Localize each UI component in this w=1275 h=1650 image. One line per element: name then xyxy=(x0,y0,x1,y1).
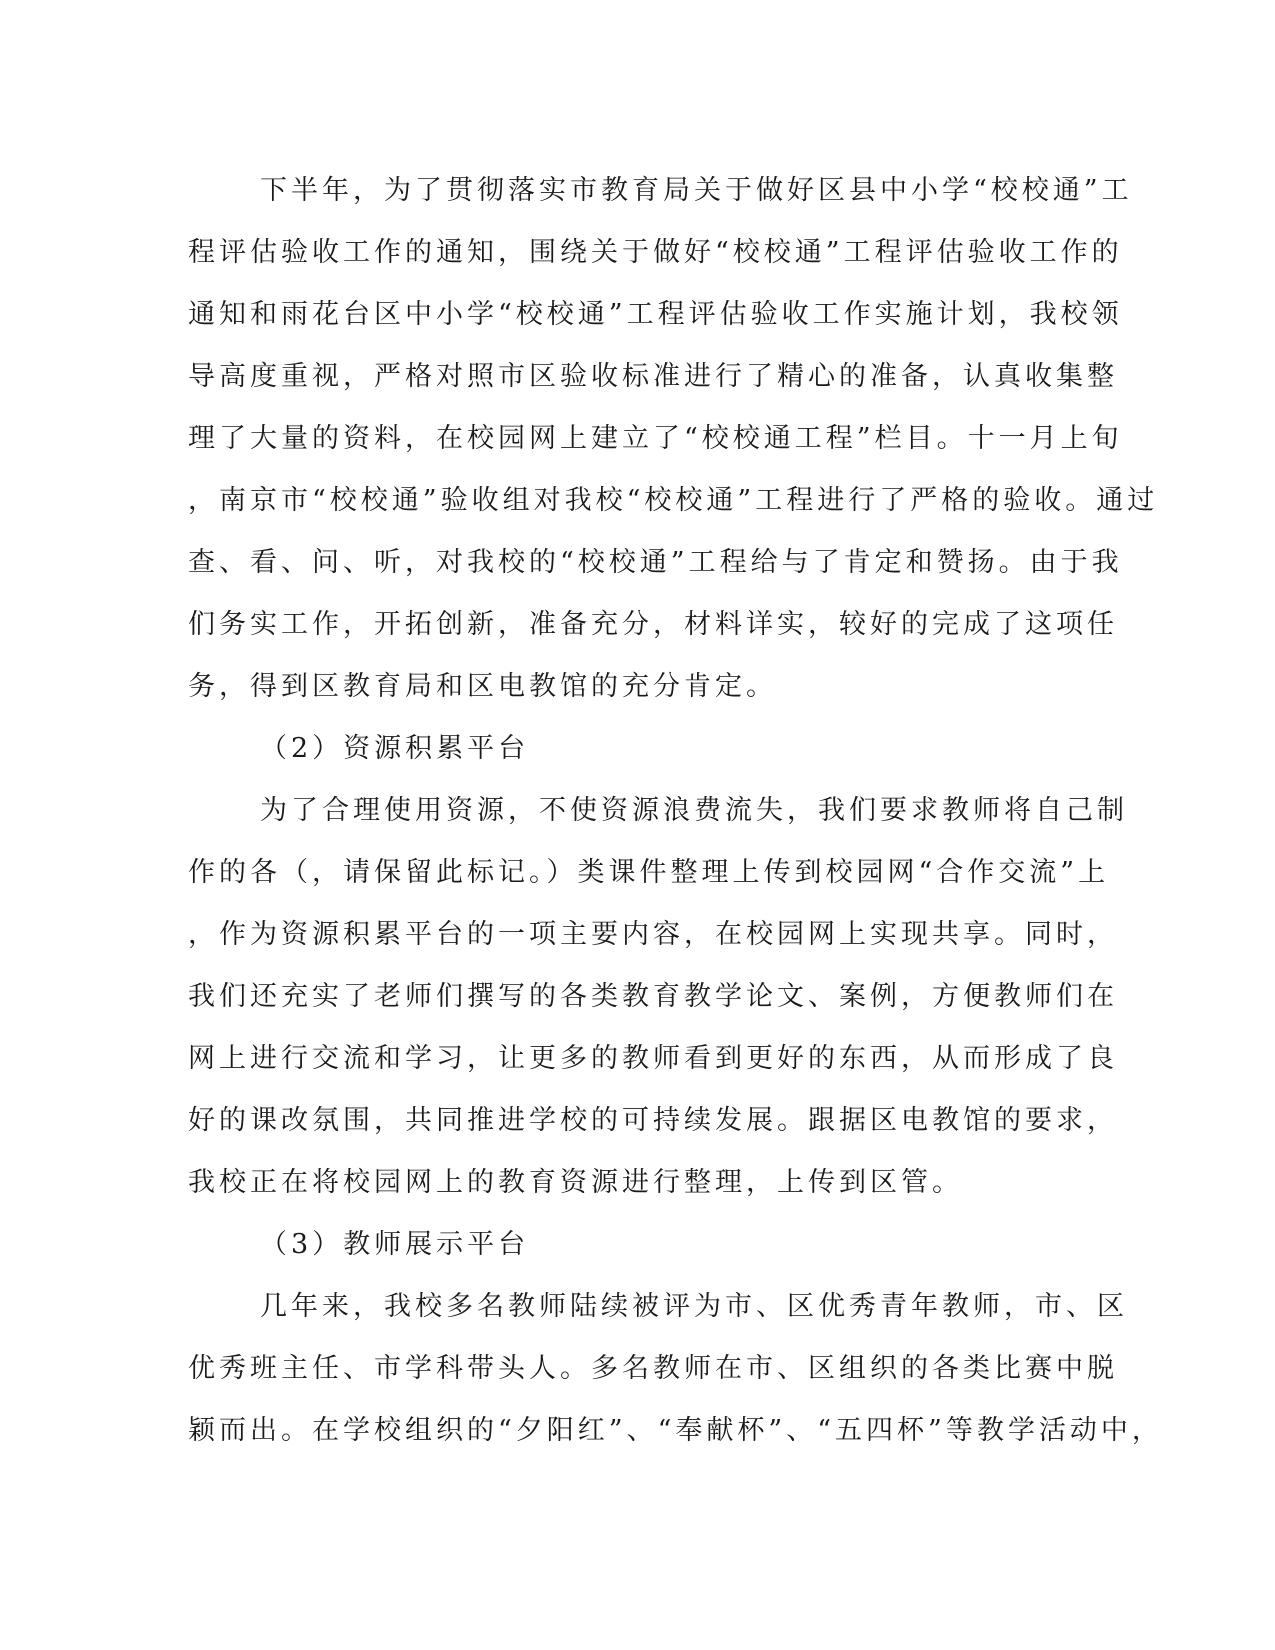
section-heading: （2）资源积累平台 xyxy=(260,733,530,764)
paragraph-line: 们务实工作，开拓创新，准备充分，材料详实，较好的完成了这项任 xyxy=(188,609,1118,640)
paragraph-line: 通知和雨花台区中小学“校校通”工程评估验收工作实施计划，我校领 xyxy=(188,299,1123,330)
paragraph-line: 网上进行交流和学习，让更多的教师看到更好的东西，从而形成了良 xyxy=(188,1043,1118,1074)
paragraph-line: 颖而出。在学校组织的“夕阳红”、“奉献杯”、“五四杯”等教学活动中， xyxy=(188,1415,1163,1446)
paragraph-line: 程评估验收工作的通知，围绕关于做好“校校通”工程评估验收工作的 xyxy=(188,237,1123,268)
paragraph-line: ，南京市“校校通”验收组对我校“校校通”工程进行了严格的验收。通过 xyxy=(188,485,1159,516)
paragraph-line: 我校正在将校园网上的教育资源进行整理，上传到区管。 xyxy=(188,1167,963,1198)
paragraph-line: 为了合理使用资源，不使资源浪费流失，我们要求教师将自己制 xyxy=(260,795,1128,826)
paragraph-line: ，作为资源积累平台的一项主要内容，在校园网上实现共享。同时， xyxy=(188,919,1118,950)
paragraph-line: 务，得到区教育局和区电教馆的充分肯定。 xyxy=(188,671,777,702)
document-body xyxy=(188,160,1163,1462)
paragraph-line: 几年来，我校多名教师陆续被评为市、区优秀青年教师，市、区 xyxy=(260,1291,1128,1322)
paragraph-line: 下半年，为了贯彻落实市教育局关于做好区县中小学“校校通”工 xyxy=(260,175,1133,206)
paragraph-line: 优秀班主任、市学科带头人。多名教师在市、区组织的各类比赛中脱 xyxy=(188,1353,1118,1384)
section-heading: （3）教师展示平台 xyxy=(260,1229,530,1260)
paragraph-line: 查、看、问、听，对我校的“校校通”工程给与了肯定和赞扬。由于我 xyxy=(188,547,1123,578)
paragraph-line: 导高度重视，严格对照市区验收标准进行了精心的准备，认真收集整 xyxy=(188,361,1118,392)
paragraph-line: 作的各（，请保留此标记。）类课件整理上传到校园网“合作交流”上 xyxy=(188,857,1110,888)
paragraph-line: 理了大量的资料，在校园网上建立了“校校通工程”栏目。十一月上旬 xyxy=(188,423,1123,454)
paragraph-line: 我们还充实了老师们撰写的各类教育教学论文、案例，方便教师们在 xyxy=(188,981,1118,1012)
paragraph-line: 好的课改氛围，共同推进学校的可持续发展。跟据区电教馆的要求， xyxy=(188,1105,1118,1136)
